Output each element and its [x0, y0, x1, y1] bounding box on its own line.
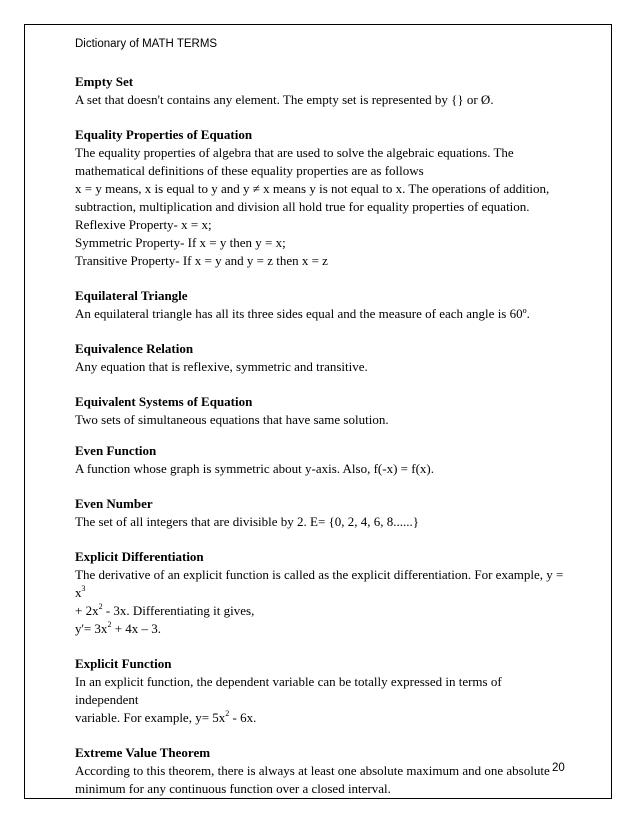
- document-body: [75, 73, 565, 815]
- term-explicit-function: [75, 655, 565, 727]
- term-text: [75, 620, 565, 638]
- page-header: Dictionary of MATH TERMS: [75, 38, 218, 50]
- term-title: Equality Properties of Equation: [75, 127, 253, 142]
- term-text: x = y means, x is equal to y and y ≠ x means y is not equal to x. The operations of addition,: [75, 181, 550, 196]
- term-text: minimum for any continuous function over a closed interval.: [75, 781, 391, 796]
- term-text-segment: + 2x: [75, 603, 99, 618]
- exponent: 2: [225, 708, 230, 718]
- term-text: A set that doesn't contains any element. The empty set is represented by {} or Ø.: [75, 92, 494, 107]
- page-number: 20: [552, 762, 565, 774]
- term-title: Equivalent Systems of Equation: [75, 394, 253, 409]
- term-title: Explicit Differentiation: [75, 549, 204, 564]
- exponent: 3: [81, 583, 86, 593]
- term-text-segment: variable. For example, y= 5x: [75, 710, 226, 725]
- term-equality-properties: [75, 126, 565, 270]
- term-explicit-differentiation: [75, 548, 565, 638]
- term-text-segment: - 3x. Differentiating it gives,: [102, 603, 255, 618]
- term-equivalent-systems: [75, 393, 565, 429]
- term-equilateral-triangle: [75, 287, 565, 323]
- term-text: A function whose graph is symmetric about y-axis. Also, f(-x) = f(x).: [75, 461, 434, 476]
- term-text: [75, 709, 565, 727]
- term-title: Equilateral Triangle: [75, 288, 188, 303]
- term-text: The equality properties of algebra that are used to solve the algebraic equations. The: [75, 145, 514, 160]
- term-text: Symmetric Property- If x = y then y = x;: [75, 235, 286, 250]
- term-text-segment: The derivative of an explicit function is called as the explicit differentiation. For example, y = x: [75, 567, 564, 600]
- term-title: Even Function: [75, 443, 157, 458]
- term-text: Any equation that is reflexive, symmetric and transitive.: [75, 359, 368, 374]
- term-text-segment: - 6x.: [229, 710, 257, 725]
- term-title: Extreme Value Theorem: [75, 745, 211, 760]
- term-text: Two sets of simultaneous equations that have same solution.: [75, 412, 389, 427]
- term-title: Explicit Function: [75, 656, 172, 671]
- term-equivalence-relation: [75, 340, 565, 376]
- term-text: subtraction, multiplication and division all hold true for equality properties of equation.: [75, 199, 530, 214]
- term-text: [75, 602, 565, 620]
- term-text: Reflexive Property- x = x;: [75, 217, 212, 232]
- term-text-segment: y'= 3x: [75, 621, 108, 636]
- term-even-function: [75, 442, 565, 478]
- term-text: An equilateral triangle has all its three sides equal and the measure of each angle is 60º.: [75, 306, 530, 321]
- term-text: mathematical definitions of these equality properties are as follows: [75, 163, 424, 178]
- term-even-number: [75, 495, 565, 531]
- term-empty-set: [75, 73, 565, 109]
- term-title: Even Number: [75, 496, 153, 511]
- exponent: 2: [107, 619, 112, 629]
- term-title: Equivalence Relation: [75, 341, 194, 356]
- term-text-segment: + 4x – 3.: [111, 621, 162, 636]
- term-text: In an explicit function, the dependent variable can be totally expressed in terms of independent: [75, 674, 502, 707]
- term-text: Transitive Property- If x = y and y = z then x = z: [75, 253, 328, 268]
- exponent: 2: [98, 601, 103, 611]
- term-title: Empty Set: [75, 74, 134, 89]
- term-extreme-value-theorem: [75, 744, 565, 798]
- term-text: The set of all integers that are divisible by 2. E= {0, 2, 4, 6, 8......}: [75, 514, 420, 529]
- term-text: [75, 566, 565, 602]
- term-text: According to this theorem, there is always at least one absolute maximum and one absolute: [75, 763, 550, 778]
